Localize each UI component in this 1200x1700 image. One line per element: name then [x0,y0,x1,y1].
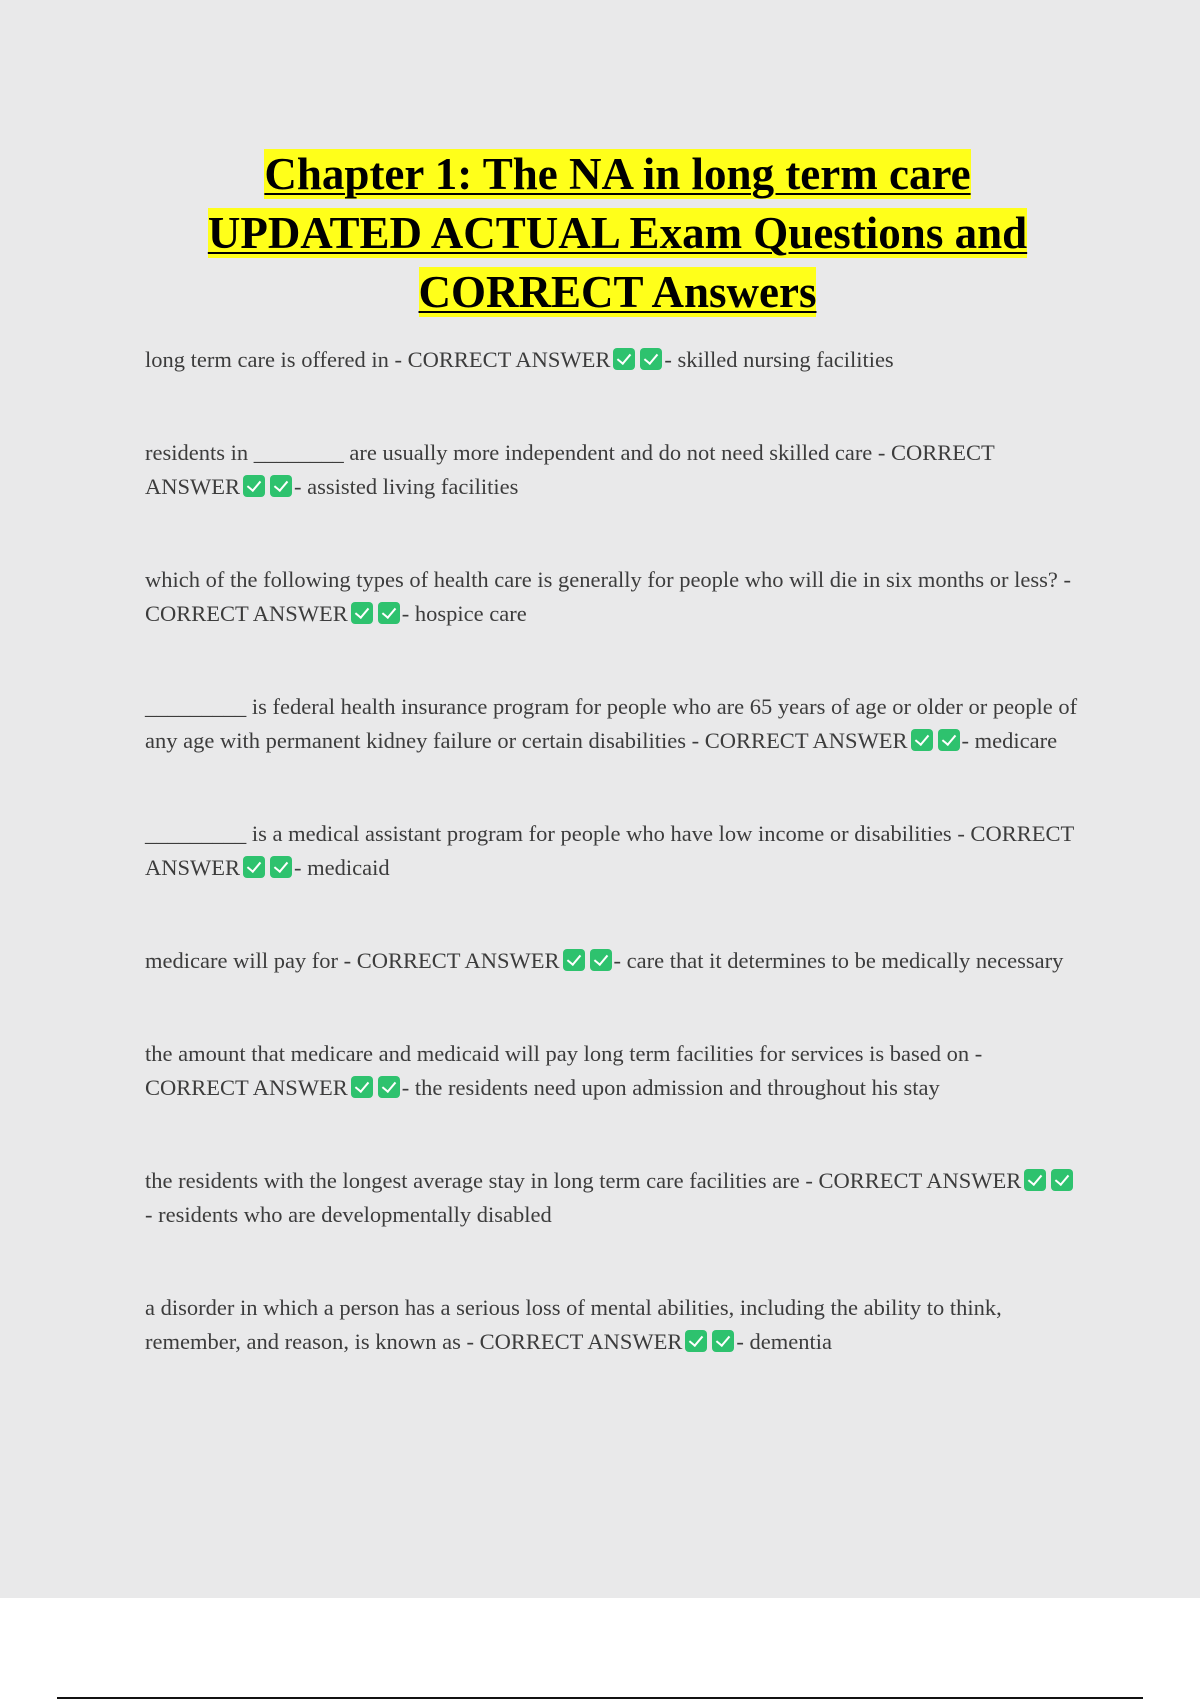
answer-text: - the residents need upon admission and throughout his stay [401,1075,940,1100]
title-line-1: Chapter 1: The NA in long term care [264,149,971,199]
question-text: long term care is offered in - CORRECT ANSWER [145,347,611,372]
check-mark-icon [378,602,400,624]
question-text: medicare will pay for - CORRECT ANSWER [145,948,560,973]
check-mark-icon [351,602,373,624]
question-answer-list [145,343,1080,1359]
qa-item [145,1291,1080,1359]
check-mark-icon [1051,1169,1073,1191]
question-text: the amount that medicare and medicaid will pay long term facilities for services is based on - CORRECT ANSWER [145,1041,983,1100]
check-mark-icon [378,1076,400,1098]
check-mark-icon [685,1330,707,1352]
check-mark-icon [243,475,265,497]
check-mark-icon [590,949,612,971]
qa-item [145,436,1080,504]
check-mark-icon [351,1076,373,1098]
title-line-3: CORRECT Answers [418,267,817,317]
qa-item [145,944,1080,978]
question-text: _________ is a medical assistant program for people who have low income or disabilities - CORRECT ANSWER [145,821,1074,880]
answer-text: - residents who are developmentally disabled [145,1202,552,1227]
document-title [100,145,1135,322]
check-mark-icon [712,1330,734,1352]
question-text: residents in ________ are usually more independent and do not need skilled care - CORRECT ANSWER [145,440,995,499]
check-mark-icon [563,949,585,971]
check-mark-icon [243,856,265,878]
check-mark-icon [270,475,292,497]
answer-text: - medicaid [294,855,390,880]
answer-text: - medicare [961,728,1058,753]
check-mark-icon [640,348,662,370]
question-text: _________ is federal health insurance program for people who are 65 years of age or older or people of any age with permanent kidney failure or certain disabilities - CORRECT ANSWER [145,694,1078,753]
question-text: which of the following types of health care is generally for people who will die in six months or less? - CORRECT ANSWER [145,567,1072,626]
qa-item [145,1037,1080,1105]
answer-text: - dementia [736,1329,832,1354]
check-mark-icon [613,348,635,370]
answer-text: - assisted living facilities [294,474,519,499]
answer-text: - skilled nursing facilities [664,347,894,372]
check-mark-icon [1024,1169,1046,1191]
qa-item [145,817,1080,885]
title-line-2: UPDATED ACTUAL Exam Questions and [207,208,1028,258]
question-text: a disorder in which a person has a serious loss of mental abilities, including the ability to think, remember, and reason, is known as - CORRECT ANSWER [145,1295,1002,1354]
qa-item [145,1164,1080,1232]
qa-item [145,563,1080,631]
check-mark-icon [270,856,292,878]
check-mark-icon [938,729,960,751]
check-mark-icon [911,729,933,751]
page-bottom-divider [57,1697,1143,1699]
answer-text: - hospice care [401,601,527,626]
qa-item [145,690,1080,758]
qa-item [145,343,1080,377]
question-text: the residents with the longest average stay in long term care facilities are - CORRECT ANSWER [145,1168,1022,1193]
answer-text: - care that it determines to be medically necessary [613,948,1064,973]
